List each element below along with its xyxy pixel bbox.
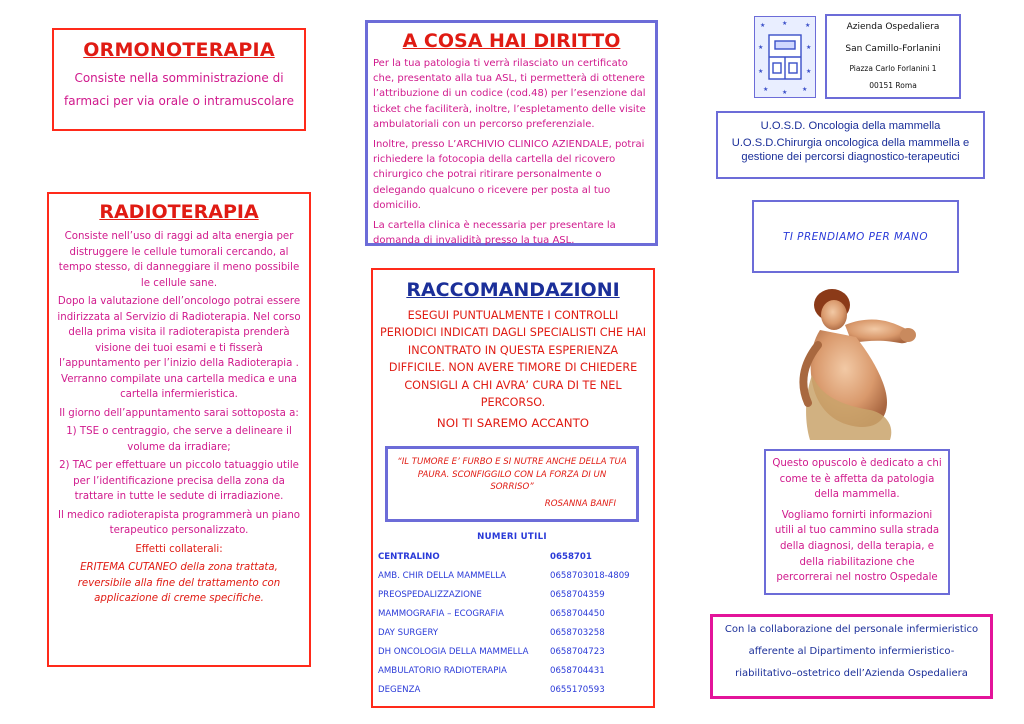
numeri-value: 0658704431 — [550, 666, 605, 676]
svg-text:★: ★ — [806, 68, 812, 75]
numeri-value: 0658704359 — [550, 590, 605, 600]
numeri-label: DH ONCOLOGIA DELLA MAMMELLA — [378, 647, 529, 657]
dedicato-panel — [764, 449, 950, 595]
radioterapia-paragraph: Il giorno dell’appuntamento sarai sottoposta a: — [59, 407, 299, 419]
mano-text: TI PRENDIAMO PER MANO — [782, 231, 929, 243]
hospital-subname: San Camillo-Forlanini — [845, 44, 941, 54]
hospital-city: 00151 Roma — [869, 81, 917, 90]
diritto-panel — [365, 20, 658, 246]
painting-figure — [790, 285, 920, 440]
radioterapia-text — [49, 223, 309, 607]
uosd-line: U.O.S.D. Oncologia della mammella — [760, 120, 941, 132]
radioterapia-paragraph: 2) TAC per effettuare un piccolo tatuaggio utile per l’identificazione precisa della zona da trattare in tutte le sedute di irradiazione. — [59, 460, 299, 502]
diritto-paragraph: Per la tua patologia ti verrà rilasciato un certificato che, presentato alla tua ASL, ti permetterà di ottenere l’attribuzione di un codice (cod.48) per l’esenzione dal ticket che faciliterà, inoltre, l’espletamento delle visite ambulatoriali con un percorso preferenziale. — [373, 58, 646, 130]
uosd-line: U.O.S.D.Chirurgia oncologica della mammella e gestione dei percorsi diagnostico-terapeutici — [731, 137, 970, 163]
radioterapia-paragraph: Il medico radioterapista programmerà un piano terapeutico personalizzato. — [57, 509, 301, 536]
dedicato-paragraph: Vogliamo fornirti informazioni utili al tuo cammino sulla strada della diagnosi, della terapia, e della riabilitazione che percorrerai nel nostro Ospedale — [774, 509, 940, 584]
numeri-row — [378, 590, 648, 608]
numeri-label: AMBULATORIO RADIOTERAPIA — [378, 666, 507, 676]
numeri-value: 0658703018-4809 — [550, 571, 630, 581]
numeri-row — [378, 552, 648, 570]
quote-box — [385, 446, 639, 522]
numeri-label: AMB. CHIR DELLA MAMMELLA — [378, 571, 506, 581]
collaborazione-line: Con la collaborazione del personale infermieristico — [724, 624, 979, 635]
collaborazione-panel — [710, 614, 993, 699]
numeri-value: 0658704723 — [550, 647, 605, 657]
numeri-value: 0658704450 — [550, 609, 605, 619]
ormonoterapia-text: Consiste nella somministrazione di farmaci per via orale o intramuscolare — [64, 71, 294, 108]
diritto-text — [368, 52, 655, 248]
numeri-label: DEGENZA — [378, 685, 421, 695]
radioterapia-paragraph: Dopo la valutazione dell’oncologo potrai essere indirizzata al Servizio di Radioterapia. Nel corso della prima visita il radioterapista prenderà visione dei tuoi esami e ti fisserà l’appuntamento per l’inizio della Radioterapia . Verranno compilate una cartella medica e una cartella infermieristica. — [57, 296, 301, 400]
hospital-name: Azienda Ospedaliera — [846, 22, 940, 32]
ormonoterapia-title: ORMONOTERAPIA — [83, 39, 275, 61]
radioterapia-title: RADIOTERAPIA — [99, 201, 259, 223]
dedicato-paragraph: Questo opuscolo è dedicato a chi come te è affetta da patologia della mammella. — [772, 458, 942, 501]
quote-author: ROSANNA BANFI — [544, 498, 616, 509]
numeri-row — [378, 628, 648, 646]
numeri-row — [378, 685, 648, 703]
numeri-row — [378, 647, 648, 665]
ormonoterapia-panel — [52, 28, 306, 131]
svg-text:★: ★ — [760, 22, 766, 29]
numeri-label: MAMMOGRAFIA – ECOGRAFIA — [378, 609, 504, 619]
raccomandazioni-text: ESEGUI PUNTUALMENTE I CONTROLLI PERIODICI INDICATI DAGLI SPECIALISTI CHE HAI INCONTRATO IN QUESTA ESPERIENZA DIFFICILE. NON AVERE TIMORE DI CHIEDERE CONSIGLI A CHI AVRA’ CURA DI TE NEL PERCORSO. — [380, 309, 646, 410]
svg-text:★: ★ — [782, 89, 788, 96]
radioterapia-panel — [47, 192, 311, 667]
numeri-utili-title: NUMERI UTILI — [477, 532, 547, 542]
diritto-paragraph: Inoltre, presso L’ARCHIVIO CLINICO AZIENDALE, potrai richiedere la fotocopia della cartella del ricovero chirurgico che potrai ritirare personalmente o delegando qualcuno o ricevere per posta al tuo domicilio. — [373, 139, 645, 211]
svg-text:★: ★ — [758, 68, 764, 75]
numeri-row — [378, 609, 648, 627]
svg-text:★: ★ — [806, 44, 812, 51]
numeri-row — [378, 666, 648, 684]
numeri-label: CENTRALINO — [378, 552, 440, 562]
svg-text:★: ★ — [802, 86, 808, 93]
svg-text:★: ★ — [782, 20, 788, 27]
radioterapia-paragraph: Consiste nell’uso di raggi ad alta energia per distruggere le cellule tumorali cercando, al tempo stesso, di danneggiare il meno possibile le cellule sane. — [58, 231, 300, 289]
diritto-title: A COSA HAI DIRITTO — [402, 30, 621, 52]
numeri-value: 0655170593 — [550, 685, 605, 695]
hospital-address: Piazza Carlo Forlanini 1 — [849, 64, 937, 73]
hospital-info — [825, 14, 961, 99]
uosd-panel — [716, 111, 985, 179]
numeri-row — [378, 571, 648, 589]
diritto-paragraph: La cartella clinica è necessaria per presentare la domanda di invalidità presso la tua ASL. — [373, 220, 616, 247]
effects-text: ERITEMA CUTANEO della zona trattata, reversibile alla fine del trattamento con applicazione di creme specifiche. — [77, 562, 281, 604]
collaborazione-line: afferente al Dipartimento infermieristico- — [748, 646, 955, 657]
mano-panel — [752, 200, 959, 273]
numeri-label: DAY SURGERY — [378, 628, 439, 638]
raccomandazioni-motto: NOI TI SAREMO ACCANTO — [436, 416, 590, 431]
effects-label: Effetti collaterali: — [135, 543, 223, 555]
quote-text: “IL TUMORE E’ FURBO E SI NUTRE ANCHE DELLA TUA PAURA. SCONFIGGILO CON LA FORZA DI UN SORRISO” — [397, 457, 627, 493]
numeri-value: 0658701 — [550, 552, 592, 562]
collaborazione-line: riabilitativo–ostetrico dell’Azienda Ospedaliera — [735, 668, 968, 679]
svg-text:★: ★ — [763, 86, 769, 93]
raccomandazioni-title: RACCOMANDAZIONI — [406, 279, 620, 301]
svg-text:★: ★ — [758, 44, 764, 51]
svg-text:★: ★ — [805, 22, 811, 29]
hospital-logo — [754, 16, 816, 98]
numeri-value: 0658703258 — [550, 628, 605, 638]
numeri-label: PREOSPEDALIZZAZIONE — [378, 590, 482, 600]
radioterapia-paragraph: 1) TSE o centraggio, che serve a delineare il volume da irradiare; — [66, 426, 292, 453]
